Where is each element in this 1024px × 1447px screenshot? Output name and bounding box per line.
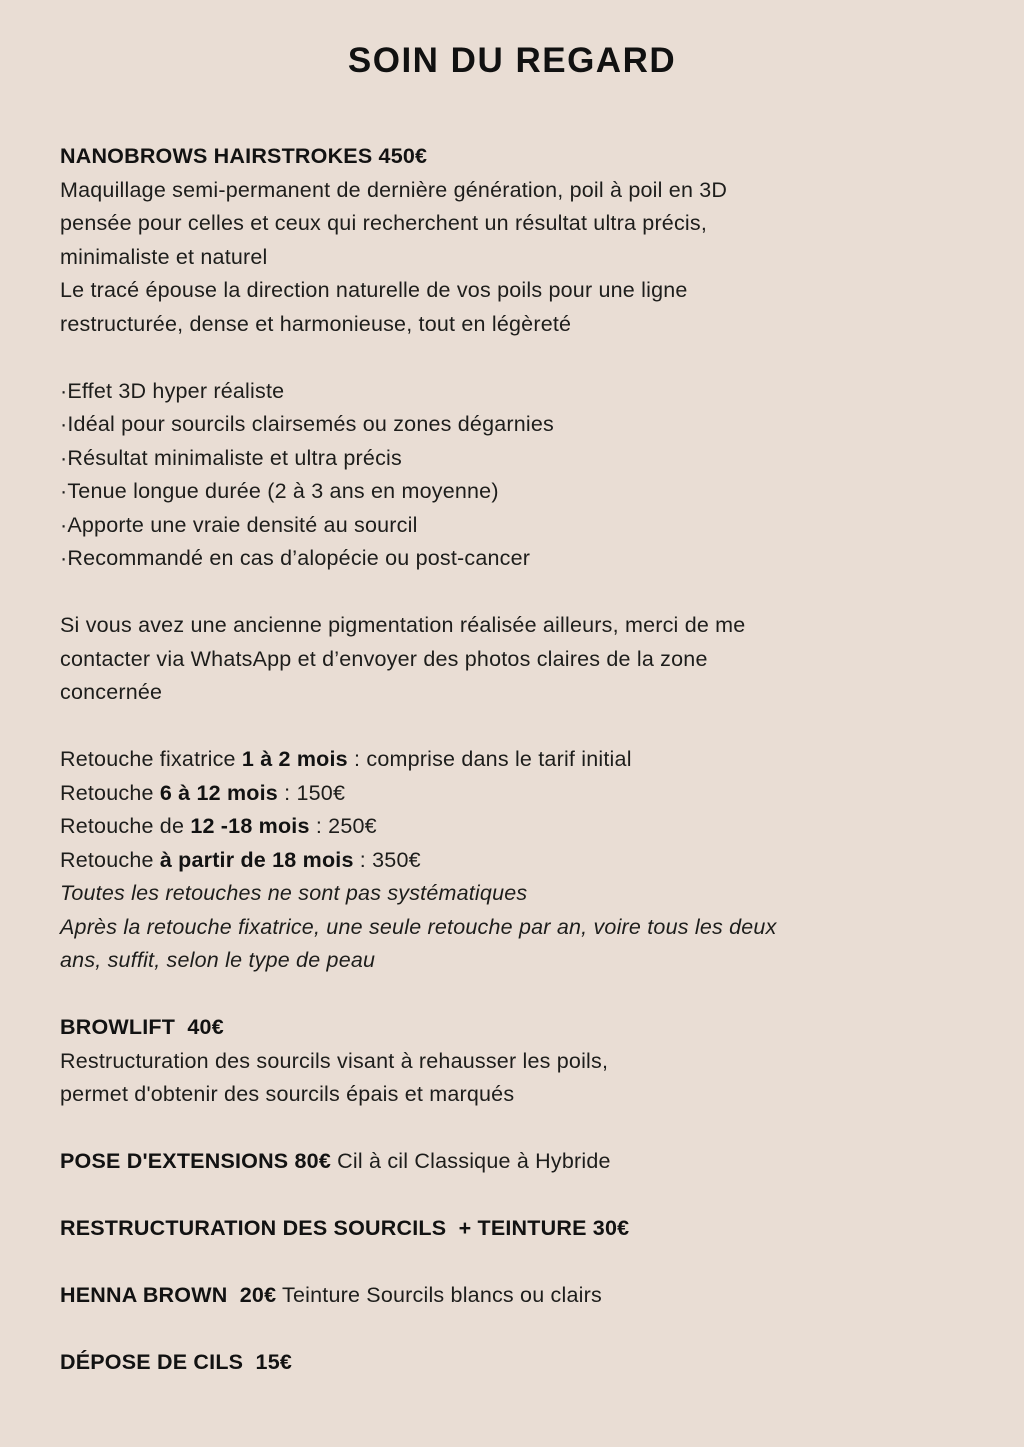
extensions-heading: POSE D'EXTENSIONS 80€ [60,1149,331,1173]
retouche-note: Toutes les retouches ne sont pas systématiques [60,881,528,905]
retouche-line [60,777,964,811]
nanobrows-bullet: ·Recommandé en cas d’alopécie ou post-cancer [60,546,531,570]
extensions-detail: Cil à cil Classique à Hybride [331,1149,611,1173]
retouche-line [60,743,964,777]
retouche-price: : 350€ [353,847,421,872]
restructuration-heading: RESTRUCTURATION DES SOURCILS + TEINTURE 30€ [60,1216,630,1240]
spacer [60,576,964,610]
old-pigmentation-line: concernée [60,680,163,704]
browlift-description-line: permet d'obtenir des sourcils épais et marqués [60,1082,515,1106]
old-pigmentation-line: Si vous avez une ancienne pigmentation réalisée ailleurs, merci de me [60,613,746,637]
section-nanobrows [60,140,964,978]
nanobrows-bullet: ·Idéal pour sourcils clairsemés ou zones dégarnies [60,412,554,436]
nanobrows-intro-line: minimaliste et naturel [60,244,268,269]
spacer [60,1313,964,1347]
spacer [60,341,964,375]
retouche-period: à partir de 18 mois [159,847,354,872]
nanobrows-bullet: ·Tenue longue durée (2 à 3 ans en moyenne) [60,479,499,503]
retouche-period: 12 -18 mois [190,814,310,838]
extensions-service-line [60,1145,964,1179]
spacer [60,1246,964,1280]
spacer [60,1112,964,1146]
browlift-heading: BROWLIFT 40€ [60,1015,224,1039]
retouche-note: Après la retouche fixatrice, une seule retouche par an, voire tous les deux [60,914,777,939]
retouche-price: : 250€ [309,814,377,838]
nanobrows-intro-line: Maquillage semi-permanent de dernière génération, poil à poil en 3D [60,177,728,202]
depose-heading: DÉPOSE DE CILS 15€ [60,1350,293,1374]
retouche-label: Retouche fixatrice [60,747,242,771]
henna-service-line [60,1279,964,1313]
browlift-description-line: Restructuration des sourcils visant à rehausser les poils, [60,1048,609,1073]
retouche-label: Retouche [60,780,160,805]
retouche-line [60,810,964,844]
retouche-label: Retouche [60,847,160,872]
retouche-price: : comprise dans le tarif initial [347,747,632,771]
retouche-period: 6 à 12 mois [159,780,278,805]
retouche-note: ans, suffit, selon le type de peau [60,948,376,972]
section-browlift [60,1011,964,1112]
henna-heading: HENNA BROWN 20€ [60,1283,277,1307]
nanobrows-intro-line: pensée pour celles et ceux qui recherchent un résultat ultra précis, [60,211,708,235]
nanobrows-bullet: ·Effet 3D hyper réaliste [60,378,285,403]
retouche-price: : 150€ [277,780,346,805]
nanobrows-intro-line: Le tracé épouse la direction naturelle de vos poils pour une ligne [60,278,688,302]
nanobrows-heading: NANOBROWS HAIRSTROKES 450€ [60,144,428,168]
retouche-period: 1 à 2 mois [241,747,348,771]
page-title: SOIN DU REGARD [347,41,677,80]
nanobrows-bullet: ·Apporte une vraie densité au sourcil [60,512,418,537]
nanobrows-intro-line: restructurée, dense et harmonieuse, tout en légèreté [60,311,572,336]
spacer [60,978,964,1012]
retouche-line [60,844,964,878]
retouche-label: Retouche de [60,814,191,838]
spacer [60,710,964,744]
nanobrows-bullet: ·Résultat minimaliste et ultra précis [60,445,402,470]
henna-detail: Teinture Sourcils blancs ou clairs [276,1283,602,1307]
old-pigmentation-line: contacter via WhatsApp et d’envoyer des photos claires de la zone [60,646,708,671]
spacer [60,1179,964,1213]
